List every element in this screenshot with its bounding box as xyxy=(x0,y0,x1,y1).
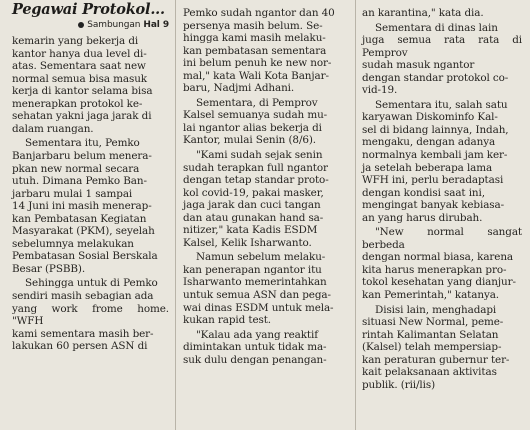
paragraph: an karantina," kata dia. xyxy=(362,7,484,19)
column-rule xyxy=(355,0,356,430)
paragraph: Sementara itu, Pemko Banjarbaru belum menera- pkan new normal secara utuh. Dimana Pemko Ban- jarbaru mulai 1 sampai 14 Juni ini masih menerap- kan Pembatasan Kegiatan Masyarakat (PKM), seyelah sebelumnya melakukan Pembatasan Sosial Berskala Besar (PSBB). xyxy=(12,137,158,275)
article-column-2 xyxy=(183,7,348,366)
article-column-1 xyxy=(12,0,169,353)
paragraph: Sehingga untuk di Pemko sendiri masih sebagian ada yang work frome home. "WFH kami sementara masih ber- lakukan 60 persen ASN di xyxy=(12,277,169,353)
paragraph: Sementara, di Pemprov Kalsel semuanya sudah mu- lai ngantor alias bekerja di Kantor, mulai Senin (8/6). xyxy=(183,96,328,147)
paragraph: Sementara itu, salah satu karyawan Diskominfo Kal- sel di bidang lainnya, Indah, mengaku, dengan adanya normalnya kembali jam ker- ja setelah beberapa lama WFH ini, perlu beradaptasi dengan kondisi saat ini, mengingat banyak kebiasa- an yang harus dirubah. xyxy=(362,98,509,224)
paragraph: "Kalau ada yang reaktif dimintakan untuk tidak ma- suk dulu dengan penangan- xyxy=(183,328,327,366)
article-kicker: Pegawai Protokol... xyxy=(12,1,165,18)
continued-label: Sambungan xyxy=(87,19,141,30)
continued-page: Hal 9 xyxy=(143,19,169,30)
paragraph: Pemko sudah ngantor dan 40 persenya masih belum. Se- hingga kami masih melaku- kan pembatasan sementara ini belum penuh ke new nor- mal," kata Wali Kota Banjar- baru, Nadjmi Adhani. xyxy=(183,7,335,95)
continued-from xyxy=(12,19,169,32)
column-rule xyxy=(175,0,176,430)
paragraph: "Kami sudah sejak senin sudah terapkan full ngantor dengan tetap standar proto- kol covid-19, pakai masker, jaga jarak dan cuci tangan dan atau gunakan hand sa- nitizer," kata Kadis ESDM Kalsel, Kelik Isharwanto. xyxy=(183,149,329,249)
bullet-icon xyxy=(78,22,84,28)
paragraph: Namun sebelum melaku- kan penerapan ngantor itu Isharwanto memerintahkan untuk semua ASN dan pega- wai dinas ESDM untuk mela- kukan rapid test. xyxy=(183,251,334,327)
paragraph: Sementara di dinas lain juga semua rata rata di Pemprov sudah masuk ngantor dengan standar protokol co- vid-19. xyxy=(362,21,522,97)
paragraph: Disisi lain, menghadapi situasi New Normal, peme- rintah Kalimantan Selatan (Kalsel) telah mempersiap- kan peraturan gubernur ter- kait pelaksanaan aktivitas publik. (rii/lis) xyxy=(362,303,510,391)
paragraph: kemarin yang bekerja di kantor hanya dua level di- atas. Sementara saat new normal semua bisa masuk kerja di kantor selama bisa menerapkan protokol ke- sehatan yakni jaga jarak di dalam ruangan. xyxy=(12,35,153,135)
paragraph: "New normal sangat berbeda dengan normal biasa, karena kita harus menerapkan pro- tokol kesehatan yang dianjur- kan Pemerintah," katanya. xyxy=(362,226,522,302)
article-column-3 xyxy=(362,7,522,391)
